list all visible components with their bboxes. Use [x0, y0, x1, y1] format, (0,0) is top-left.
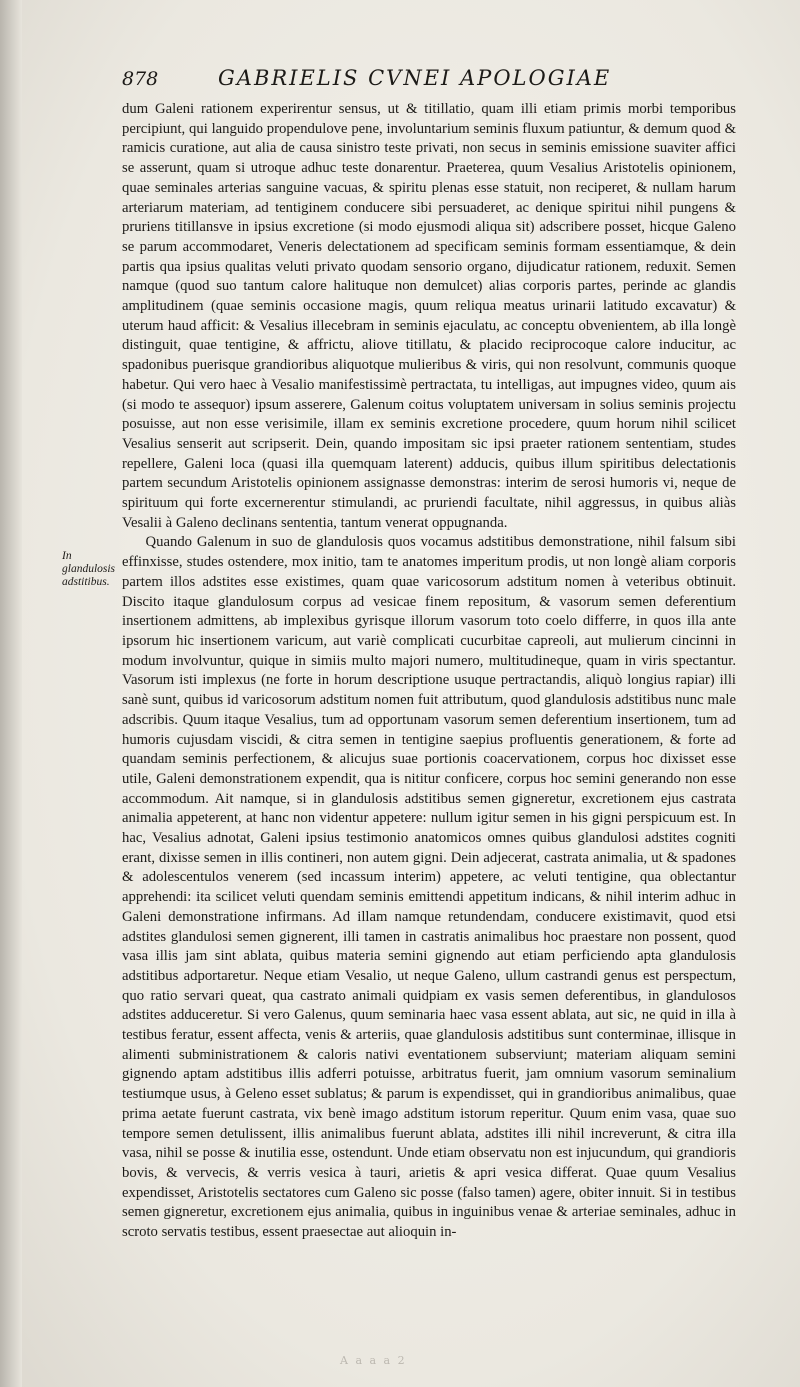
- page-header: [122, 62, 742, 98]
- page-binding-shadow: [0, 0, 22, 1387]
- signature-mark: A a a a 2: [340, 1354, 407, 1367]
- paragraph: Quando Galenum in suo de glandulosis quos vocamus adstitibus demonstratione, nihil falsum sibi effinxisse, studes ostendere, mox initio, tam te anatomes imperitum prodis, ut non longè aliam corporis partem illos adstites esse existimes, quam quae varicosorum adstitum nomen à veteribus obtinuit. Discito itaque glandulosum corpus ad vesicae finem repositum, & vasorum semen deferentium insertionem admittens, ab implexibus gyrisque illorum vasorum toto coelo differre, in quos illa ante ipsorum hic insertionem varicum, aut variè complicati cucurbitae capreoli, aut mulierum cincinni in modum involvuntur, quique in simiis multo majori numero, multitudineque, quam in viris spectantur. Vasorum isti implexus (ne forte in horum descriptione usuque pertractandis, aliquò longius rapiar) illi sanè sunt, quibus id varicosorum adstitum nomen fuit attributum, quod glandulosis adstitibus nunc male adscribis. Quum itaque Vesalius, tum ad opportunam vasorum semen deferentium insertionem, tum ad humoris cujusdam viscidi, & citra semen in tentigine saepius profluentis generationem, & forte ad quandam seminis perfectionem, & alicujus suae portionis coacervationem, corpus hoc dixisset esse utile, Galeni demonstrationem expendit, qua is nititur conficere, corpus hoc semini generando non esse accommodum. Ait namque, si in glandulosis adstitibus semen gigneretur, excretionem ejus castrata animalia appeterent, at hanc non videntur appetere: nullum igitur semen in his gigni perspicuum est. In hac, Vesalius adnotat, Galeni ipsius testimonio anatomicos omnes quibus glandulosi adstites cogniti erant, dixisse semen in illis contineri, non autem gigni. Dein adjecerat, castrata animalia, ut & spadones & adolescentulos venerem (sed incassum interim) appetere, ac veluti tentigine, qua oblectantur apprehendi: ita scilicet veluti quendam seminis emittendi appetitum indicans, & nihil interim adhuc in Galeni demonstratione infirmans. Ad illam namque retundendam, conducere existimavit, quod etsi adstites glandulosi semen gignerent, illi tamen in castratis animalibus hoc praestare non possent, quod vasa illis jam sint ablata, quibus materia semini gignendo aut etiam perficiendo apta glandulosis adstitibus adportaretur. Neque etiam Vesalio, ut neque Galeno, ullum castrandi genus est perspectum, quo ratio servari queat, qua castrato animali quidpiam ex vasis semen deferentibus, in glandulosos adstites adduceretur. Si vero Galenus, quum seminaria haec vasa essent ablata, aut sic, ne quid in illa à testibus feratur, essent affecta, venis & arteriis, quae glandulosis adstitibus sunt conterminae, illisque in alimenti subministrationem & caloris nativi eventationem subserviunt; materiam aliquam semini gignendo aptam adstitibus illis adferri potuisse, arbitratus fuerit, jam omnium vasorum seminalium testiumque usus, à Geleno esset sublatus; & parum is expendisset, qui in grandioribus animalibus, quae prima aetate fuerunt castrata, vix benè imago adstitum istorum reperitur. Quum enim vasa, quae suo tempore semen detulissent, illis animalibus fuerunt ablata, adstites illi nihil increverunt, & citra illa vasa, nihil se posse & inutilia esse, ostendunt. Unde etiam observatu non est injucundum, qui grandioris bovis, & vervecis, & verris vesica à tauri, arietis & apri vesica differat. Quae quum Vesalius expendisset, Aristotelis sectatores cum Galeno sic posse (falso tamen) agere, obiter innuit. Si in testibus semen gigneretur, excretionem ejus animalia, quibus in inguinibus venae & arteriae seminales, adhuc in scroto servatis testibus, essent praesectae aut alioquin in-: [122, 534, 736, 1241]
- paragraph: dum Galeni rationem experirentur sensus, ut & titillatio, quam illi etiam primis morbi temporibus percipiunt, qui languido propendulove pene, involuntarium seminis fluxum patiuntur, & demum quod & ramicis curatione, aut alia de causa sinistro teste privati, non secus in seminis emissione suaviter affici se asserunt, quam si utroque adhuc teste donarentur. Praeterea, quum Vesalius Aristotelis opinionem, quae seminales arterias sanguine vacuas, & spiritu plenas esse statuit, non reciperet, & nullam harum arteriarum materiam, ad tentiginem conducere sibi persuaderet, ac denique spiritui nihil pungens & pruriens titillansve in ipsius excretione (si modo ejusmodi aliqua sit) adscribere posset, hicque Galeno se parum accommodaret, Veneris delectationem ad specificam seminis formam essentiamque, & dein partis qua ipsius qualitas veluti privato quodam sensorio organo, dijudicatur rationem, reduxit. Semen namque (quod suo tantum calore halituque non demulcet) alias corporis partes, perinde ac glandis amplitudinem (quae seminis occasione magis, quum reliqua meatus urinarii latitudo excavatur) & uterum haud afficit: & Vesalius illecebram in seminis ejaculatu, ac conceptu obvenientem, ab illa longè distinguit, quae tentigine, & affrictu, aliove titillatu, & placido reciprocoque calore inducitur, ac spadonibus puerisque grandioribus aliquotque mulieribus & viris, qui non resolvunt, communis quoque habetur. Qui vero haec à Vesalio manifestissimè pertractata, tu intelligas, aut impugnes video, quum ais (si modo te assequor) ipsum asserere, Galenum coitus voluptatem universam in solius seminis projectu posuisse, aut non esse verisimile, illam ex seminis excretione procedere, quum horum nihil scilicet Vesalius senserit aut scripserit. Dein, quando impositam sic ipsi praeter rationem sententiam, studes repellere, Galeni loca (quasi illa quemquam laterent) adducis, quibus illum spiritibus delectationis partem secundum Aristotelis opinionem assignasse demonstras: interim de serosi humoris vi, neque de spirituum qui forte excernerentur stimulandi, ac pruriendi facultate, nihil aggressus, in quibus aliàs Vesalii à Galeno declinans sententia, tantum venerat oppugnanda.: [122, 101, 736, 531]
- body-text: [122, 100, 736, 1243]
- page-number: 878: [122, 68, 159, 90]
- marginal-note: In glandulosis adstitibus.: [62, 550, 116, 588]
- running-title: GABRIELIS CVNEI APOLOGIAE: [218, 66, 612, 90]
